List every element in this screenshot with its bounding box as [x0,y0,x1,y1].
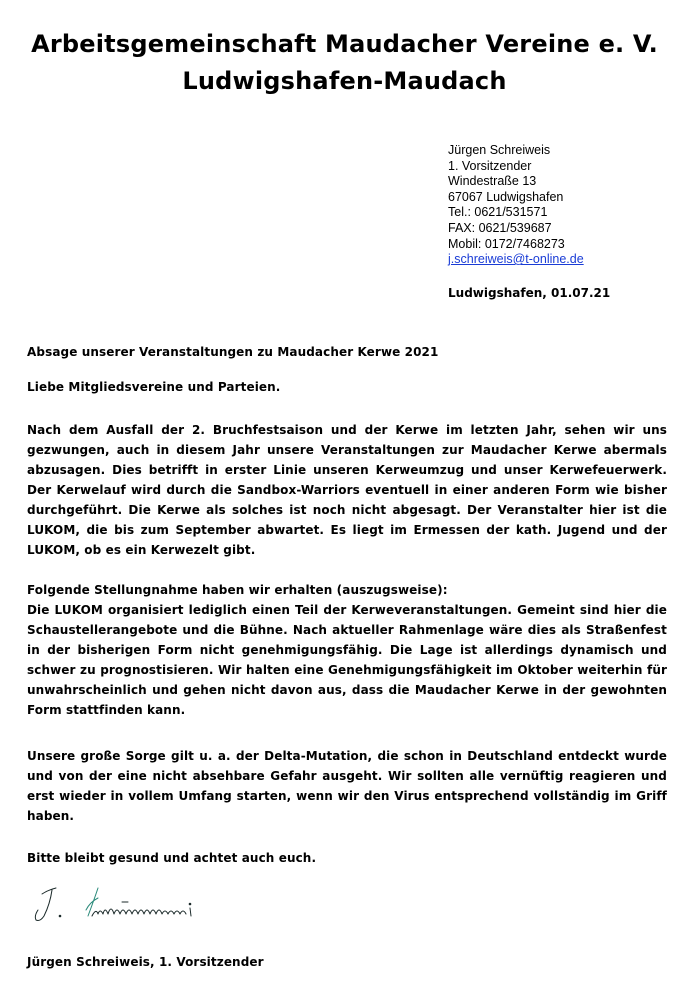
letter-paragraph-3: Unsere große Sorge gilt u. a. der Delta-Mutation, die schon in Deutschland entdeckt wurde und von der eine nicht absehbare Gefahr ausgeht. Wir sollten alle vernüftig reagieren und erst wieder in vollem Umfang starten, wenn wir den Virus entsprechend vollständig im Griff haben. [27,749,667,823]
signature-name: Jürgen Schreiweis, 1. Vorsitzender [27,955,264,969]
letter-paragraph-2: Die LUKOM organisiert lediglich einen Teil der Kerweveranstaltungen. Gemeint sind hier die Schaustellerangebote und die Bühne. Nach aktueller Rahmenlage wäre dies als Straßenfest in der bisherigen Form nicht genehmigungsfähig. Die Lage ist allerdings dynamisch und schwer zu prognostisieren. Wir halten eine Genehmigungsfähigkeit im Oktober weiterhin für unwahrscheinlich und gehen nicht davon aus, dass die Maudacher Kerwe in der gewohnten Form stattfinden kann. [27,603,667,717]
org-title: Arbeitsgemeinschaft Maudacher Vereine e. V. [31,30,658,58]
sender-address-block [448,143,584,268]
sender-phone: Tel.: 0621/531571 [448,205,548,220]
sender-email-link[interactable]: j.schreiweis@t-online.de [448,252,584,267]
date-line: Ludwigshafen, 01.07.21 [448,286,611,300]
letter-closing: Bitte bleibt gesund und achtet auch euch. [27,851,317,865]
letter-paragraph-1: Nach dem Ausfall der 2. Bruchfestsaison und der Kerwe im letzten Jahr, sehen wir uns gezwungen, auch in diesem Jahr unsere Veranstaltungen zur Maudacher Kerwe abermals abzusagen. Dies betrifft in erster Linie unseren Kerweumzug und unser Kerwefeuerwerk. Der Kerwelauf wird durch die Sandbox-Warriors eventuell in einer anderen Form wie bisher durchgeführt. Die Kerwe als solches ist noch nicht abgesagt. Der Veranstalter hier ist die LUKOM, die bis zum September abwartet. Es liegt im Ermessen der kath. Jugend und der LUKOM, ob es ein Kerwezelt gibt. [27,423,667,557]
sender-mobile: Mobil: 0172/7468273 [448,236,565,251]
sender-street: Windestraße 13 [448,174,537,189]
handwritten-signature-icon [28,880,208,928]
sender-name: Jürgen Schreiweis [448,143,551,157]
org-location-title: Ludwigshafen-Maudach [182,67,507,95]
sender-role: 1. Vorsitzender [448,158,532,173]
letter-paragraph-2-intro: Folgende Stellungnahme haben wir erhalten (auszugsweise): [27,583,448,597]
letter-salutation: Liebe Mitgliedsvereine und Parteien. [27,380,281,394]
sender-city: 67067 Ludwigshafen [448,189,564,204]
letter-subject: Absage unserer Veranstaltungen zu Maudacher Kerwe 2021 [27,345,439,359]
sender-fax: FAX: 0621/539687 [448,220,552,235]
